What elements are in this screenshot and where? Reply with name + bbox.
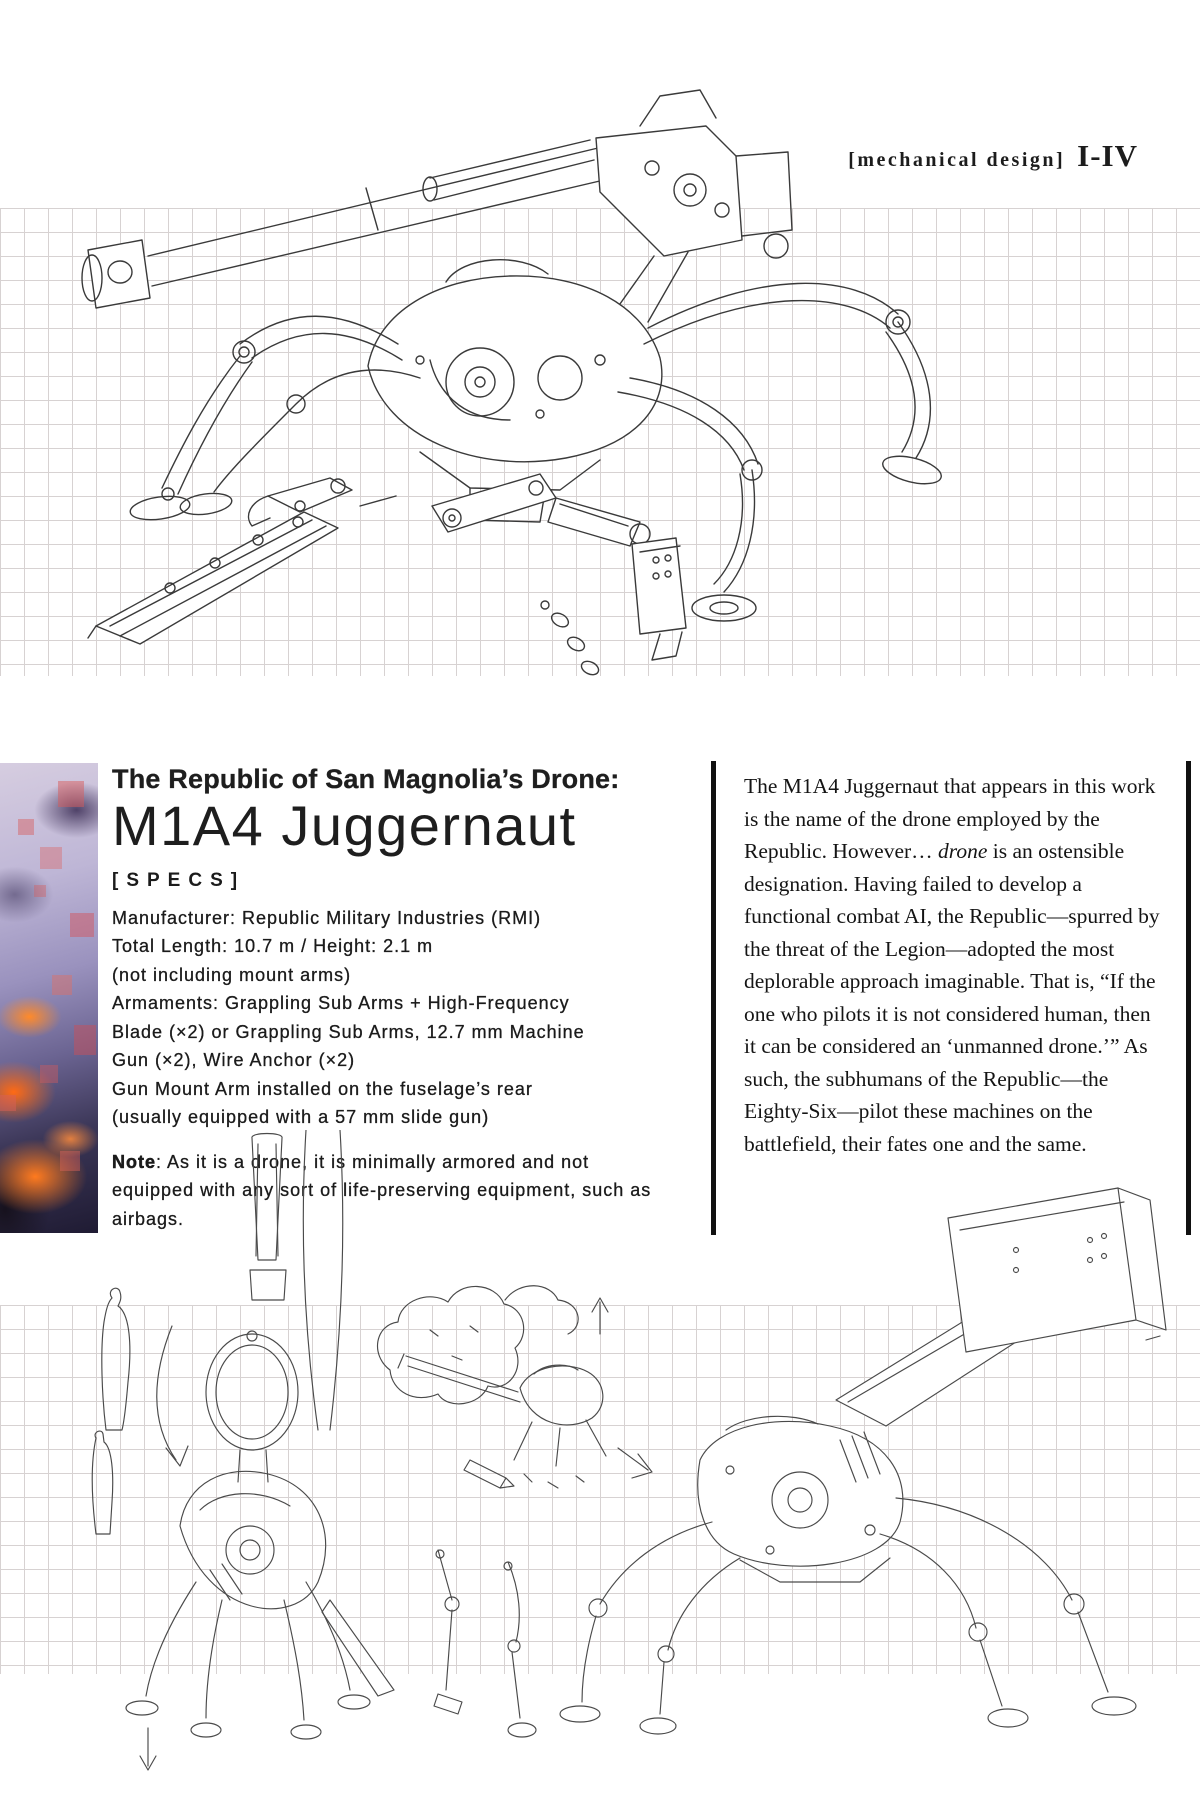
- note-text: : As it is a drone, it is minimally armored and not equipped with any sort of life-preserving equipment, such as airbags.: [112, 1151, 652, 1229]
- spec-line: Gun Mount Arm installed on the fuselage’s rear: [112, 1078, 533, 1099]
- spec-line: Armaments: Grappling Sub Arms + High-Frequency: [112, 993, 570, 1014]
- human-silhouette: [102, 1288, 130, 1430]
- juggernaut-rough-sketches: [0, 1130, 1200, 1790]
- description-text: The M1A4 Juggernaut that appears in this work is the name of the drone employed by the Republic. However…: [744, 774, 1156, 863]
- juggernaut-concept-art: [0, 60, 1200, 700]
- specs-heading: [SPECS]: [112, 869, 246, 891]
- up-arrow-icon: [592, 1298, 608, 1334]
- specs-list: [112, 904, 672, 1132]
- eject-arrow-icon: [618, 1448, 652, 1478]
- note-label: Note: [112, 1151, 156, 1172]
- unit-title: M1A4 Juggernaut: [112, 794, 577, 857]
- description-italic: drone: [938, 839, 988, 863]
- spec-line: Blade (×2) or Grappling Sub Arms, 12.7 mm Machine: [112, 1021, 585, 1042]
- down-arrow-icon: [140, 1728, 156, 1770]
- spec-line: (usually equipped with a 57 mm slide gun): [112, 1107, 490, 1128]
- spec-line: Gun (×2), Wire Anchor (×2): [112, 1050, 356, 1071]
- spec-line: Total Length: 10.7 m / Height: 2.1 m: [112, 936, 434, 957]
- description-text: is an ostensible designation. Having failed to develop a functional combat AI, the Republic—spurred by the threat of the Legion—adopted the most deplorable approach imaginable. That is, “If the one who pilots it is not considered human, then it can be considered an ‘unmanned drone.’” As such, the subhumans of the Republic—the Eighty-Six—pilot these machines on the battlefield, their fates one and the same.: [744, 839, 1160, 1156]
- header-label: [mechanical design]: [848, 149, 1066, 171]
- curved-arrow-icon: [157, 1326, 188, 1466]
- kicker-heading: The Republic of San Magnolia’s Drone:: [112, 764, 620, 794]
- spec-line: (not including mount arms): [112, 964, 352, 985]
- header-chapter-numeral: I-IV: [1077, 138, 1138, 173]
- description-column: [744, 770, 1164, 1160]
- spec-line: Manufacturer: Republic Military Industries (RMI): [112, 907, 542, 928]
- human-silhouette: [92, 1431, 113, 1534]
